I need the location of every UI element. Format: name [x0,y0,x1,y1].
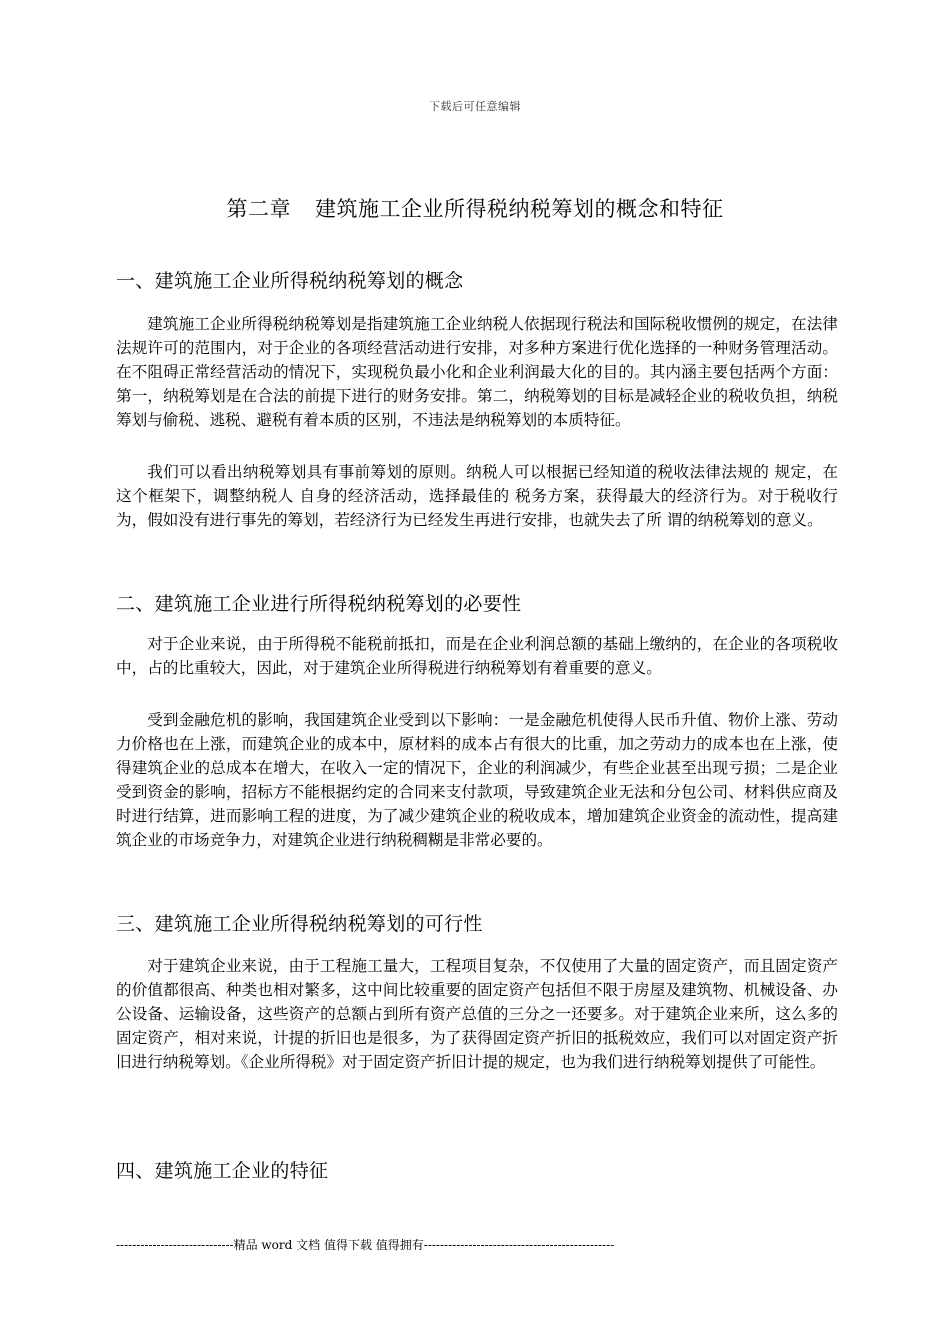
paragraph-2-2: 受到金融危机的影响，我国建筑企业受到以下影响：一是金融危机使得人民币升值、物价上涨、劳动力价格也在上涨，而建筑企业的成本中，原材料的成本占有很大的比重，加之劳动力的成本也在上涨，使得建筑企业的总成本在增大，在收入一定的情况下，企业的利润减少，有些企业甚至出现亏损；二是企业受到资金的影响，招标方不能根据约定的合同来支付款项，导致建筑企业无法和分包公司、材料供应商及时进行结算，进而影响工程的进度，为了减少建筑企业的税收成本，增加建筑企业资金的流动性，提高建筑企业的市场竞争力，对建筑企业进行纳税稠糊是非常必要的。 [116,711,838,849]
header-note: 下载后可任意编辑 [429,100,521,113]
chapter-number: 第二章 [226,197,291,221]
footer-line: -----------------------------精品 word 文档 值得下载 值得拥有----------------------------------------------- [116,1238,615,1252]
section-heading-3: 三、建筑施工企业所得税纳税筹划的可行性 [116,913,483,935]
section-heading-4: 四、建筑施工企业的特征 [116,1160,329,1182]
paragraph-1-1: 建筑施工企业所得税纳税筹划是指建筑施工企业纳税人依据现行税法和国际税收惯例的规定，在法律法规许可的范围内，对于企业的各项经营活动进行安排，对多种方案进行优化选择的一种财务管理活动。在不阻碍正常经营活动的情况下，实现税负最小化和企业利润最大化的目的。其内涵主要包括两个方面：第一，纳税筹划是在合法的前提下进行的财务安排。第二，纳税筹划的目标是减轻企业的税收负担，纳税筹划与偷税、逃税、避税有着本质的区别，不违法是纳税筹划的本质特征。 [116,315,838,429]
chapter-title [0,193,950,223]
paragraph-2-1: 对于企业来说，由于所得税不能税前抵扣，而是在企业利润总额的基础上缴纳的，在企业的各项税收中，占的比重较大，因此，对于建筑企业所得税进行纳税筹划有着重要的意义。 [116,635,838,677]
paragraph-3-1: 对于建筑企业来说，由于工程施工量大，工程项目复杂，不仅使用了大量的固定资产，而且固定资产的价值都很高、种类也相对繁多，这中间比较重要的固定资产包括但不限于房屋及建筑物、机械设备、办公设备、运输设备，这些资产的总额占到所有资产总值的三分之一还要多。对于建筑企业来所，这么多的固定资产，相对来说，计提的折旧也是很多，为了获得固定资产折旧的抵税效应，我们可以对固定资产折旧进行纳税筹划。《企业所得税》对于固定资产折旧计提的规定，也为我们进行纳税筹划提供了可能性。 [116,957,838,1071]
chapter-title-text: 建筑施工企业所得税纳税筹划的概念和特征 [315,197,724,221]
section-heading-2: 二、建筑施工企业进行所得税纳税筹划的必要性 [116,593,522,615]
section-heading-1: 一、建筑施工企业所得税纳税筹划的概念 [116,270,464,292]
paragraph-1-2: 我们可以看出纳税筹划具有事前筹划的原则。纳税人可以根据已经知道的税收法律法规的 规定，在这个框架下，调整纳税人 自身的经济活动，选择最佳的 税务方案，获得最大的经济行为。对于税收行为，假如没有进行事先的筹划，若经济行为已经发生再进行安排，也就失去了所 谓的纳税筹划的意义。 [116,463,838,529]
